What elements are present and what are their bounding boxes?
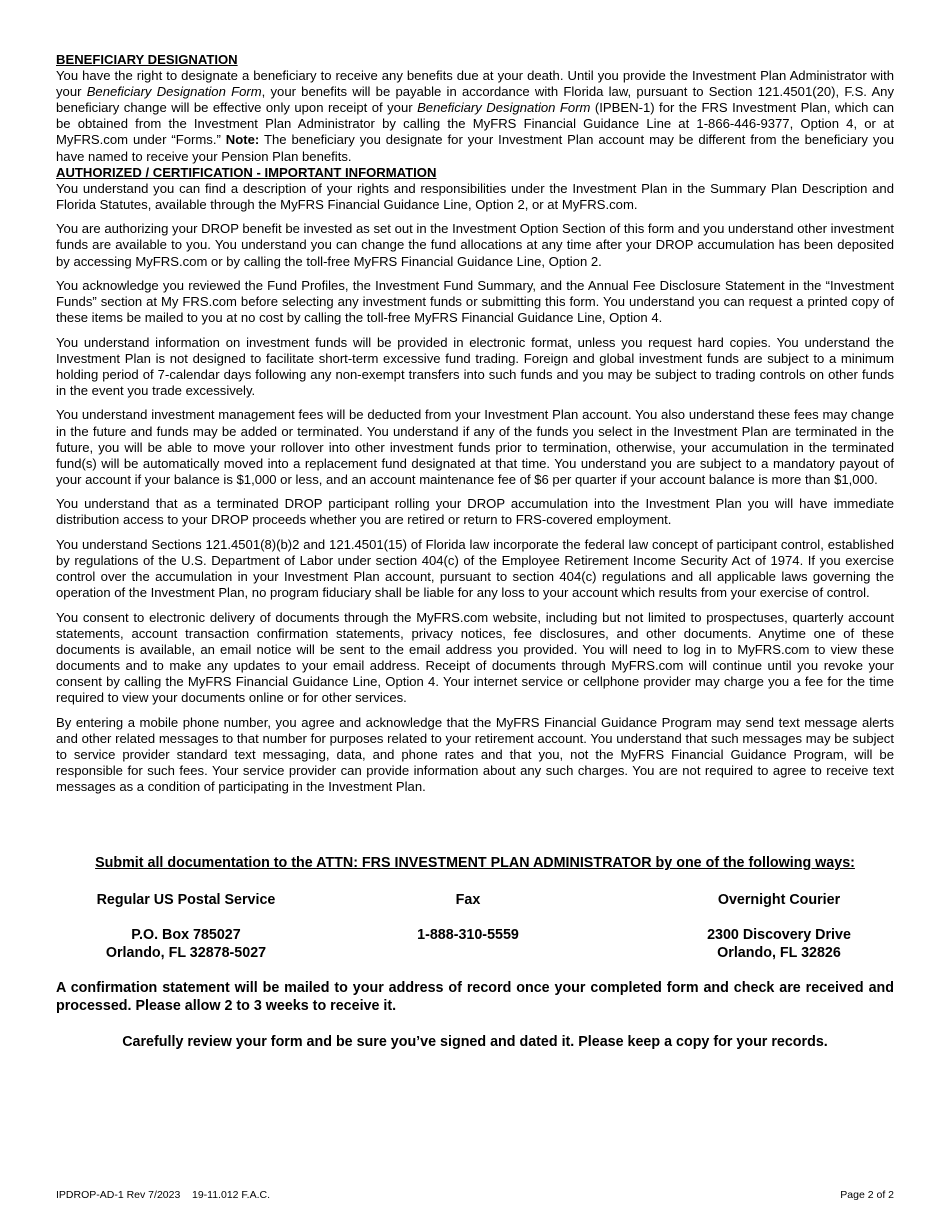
submission-methods <box>56 891 894 971</box>
document-body <box>56 52 894 795</box>
postal-line-1: P.O. Box 785027 <box>131 927 241 943</box>
courier-line-2: Orlando, FL 32826 <box>717 945 841 961</box>
beneficiary-heading: BENEFICIARY DESIGNATION <box>56 52 238 67</box>
postal-title: Regular US Postal Service <box>96 892 276 908</box>
beneficiary-text-3: (IPBEN-1) for the FRS Investment Plan, which can be obtained from the Investment Plan Administrator by calling the MyFRS Financial Guidance Line at 1-866-446-9377, Option 4, or at MyFRS.com under “Forms.” <box>56 100 894 148</box>
beneficiary-paragraph <box>56 68 894 165</box>
auth-paragraph-2: You are authorizing your DROP benefit be invested as set out in the Investment Option Section of this form and you understand other investment funds are available to you. You understand you can change the fund allocations at any time after your DROP accumulation has been deposited by accessing MyFRS.com or by calling the toll-free MyFRS Financial Guidance Line, Option 2. <box>56 221 894 269</box>
confirmation-statement: A confirmation statement will be mailed to your address of record once your completed form and check are received and processed. Please allow 2 to 3 weeks to receive it. <box>56 980 894 1014</box>
auth-paragraph-7: You understand Sections 121.4501(8)(b)2 and 121.4501(15) of Florida law incorporate the federal law concept of participant control, established by regulations of the U.S. Department of Labor under section 404(c) of the Employee Retirement Income Security Act of 1974. If you exercise control over the accumulation in your Investment Plan account, pursuant to section 404(c) regulations and all applicable laws governing the operation of the Investment Plan, no program fiduciary shall be liable for any loss to your account which results from your exercise of control. <box>56 536 894 601</box>
auth-paragraph-3: You acknowledge you reviewed the Fund Profiles, the Investment Fund Summary, and the Annual Fee Disclosure Statement in the “Investment Funds” section at My FRS.com before selecting any investment funds or submitting this form. You understand you can request a printed copy of these items be mailed to you at no cost by calling the toll-free MyFRS Financial Guidance Line, Option 4. <box>56 278 894 326</box>
beneficiary-note-label: Note: <box>225 132 260 148</box>
beneficiary-text-1: You have the right to designate a beneficiary to receive any benefits due at your death. Until you provide the Investment Plan Administrator with your <box>56 68 894 100</box>
fax-method <box>386 891 550 944</box>
footer-page-number: Page 2 of 2 <box>840 1189 894 1201</box>
courier-line-1: 2300 Discovery Drive <box>707 927 851 943</box>
footer-form-id: IPDROP-AD-1 Rev 7/2023 <box>56 1189 181 1201</box>
courier-title: Overnight Courier <box>717 892 841 908</box>
fax-number: 1-888-310-5559 <box>417 927 519 943</box>
postal-method <box>96 891 276 962</box>
auth-paragraph-6: You understand that as a terminated DROP participant rolling your DROP accumulation into the Investment Plan you will have immediate distribution access to your DROP proceeds whether you are retired or return to FRS-covered employment. <box>56 496 894 528</box>
auth-paragraph-8: You consent to electronic delivery of documents through the MyFRS.com website, including but not limited to prospectuses, quarterly account statements, account transaction confirmation statements, privacy notices, fee disclosures, and other documents. Anytime one of these documents is available, an email notice will be sent to the email address you provided. You will need to log in to MyFRS.com to view these documents and to make any updates to your email address. Receipt of documents through MyFRS.com will continue until you revoke your consent by calling the MyFRS Financial Guidance Line, Option 4. Your internet service or cellphone provider may charge you a fee for the time required to view your documents online or for other services. <box>56 609 894 706</box>
beneficiary-form-name-2: Beneficiary Designation Form <box>417 100 591 116</box>
beneficiary-text-2: , your benefits will be payable in accordance with Florida law, pursuant to Section 121.4501(20), F.S. Any beneficiary change will be effective only upon receipt of your <box>56 84 895 116</box>
fax-title: Fax <box>455 892 481 908</box>
submit-instructions-title: Submit all documentation to the ATTN: FRS INVESTMENT PLAN ADMINISTRATOR by one of the following ways: <box>95 855 855 871</box>
auth-paragraph-9: By entering a mobile phone number, you agree and acknowledge that the MyFRS Financial Guidance Program may send text message alerts and other related messages to that number for purposes related to your retirement account. You understand that such messages may be subject to service provider standard text messaging, data, and phone rates and that you, not the MyFRS Financial Guidance Program, will be responsible for such fees. Your service provider can provide information about any such charges. You are not required to agree to receive text messages as a condition of participating in the Investment Plan. <box>56 714 894 794</box>
courier-method <box>686 891 872 962</box>
auth-paragraph-1: You understand you can find a description of your rights and responsibilities under the Investment Plan in the Summary Plan Description and Florida Statutes, available through the MyFRS Financial Guidance Line, Option 2, or at MyFRS.com. <box>56 180 894 212</box>
footer-rule: 19-11.012 F.A.C. <box>191 1189 271 1201</box>
beneficiary-form-name-1: Beneficiary Designation Form <box>86 84 262 100</box>
review-note: Carefully review your form and be sure you’ve signed and dated it. Please keep a copy for your records. <box>122 1034 828 1050</box>
auth-paragraph-5: You understand investment management fees will be deducted from your Investment Plan account. You also understand these fees may change in the future and funds may be added or terminated. You understand if any of the funds you select in the Investment Plan are terminated in the future, you will be able to move your rollover into other investment funds prior to termination, otherwise, your accumulation in the terminated fund(s) will be automatically moved into a replacement fund designated at that time. You understand you are subject to a mandatory payout of your account if your balance is $1,000 or less, and an account maintenance fee of $6 per quarter if your account balance is more than $1,000. <box>56 407 894 487</box>
authorization-heading: AUTHORIZED / CERTIFICATION - IMPORTANT INFORMATION <box>56 164 437 180</box>
postal-line-2: Orlando, FL 32878-5027 <box>105 945 267 961</box>
auth-paragraph-4: You understand information on investment funds will be provided in electronic format, unless you request hard copies. You understand the Investment Plan is not designed to facilitate short-term excessive fund trading. Foreign and global investment funds are subject to a minimum holding period of 7-calendar days following any non-exempt transfers into such funds and you may be subject to trading controls on other funds in the event you trade excessively. <box>56 334 894 398</box>
footer-form-info <box>56 1189 270 1201</box>
beneficiary-text-4: The beneficiary you designate for your Investment Plan account may be different from the beneficiary you have named to receive your Pension Plan benefits. <box>56 132 894 164</box>
